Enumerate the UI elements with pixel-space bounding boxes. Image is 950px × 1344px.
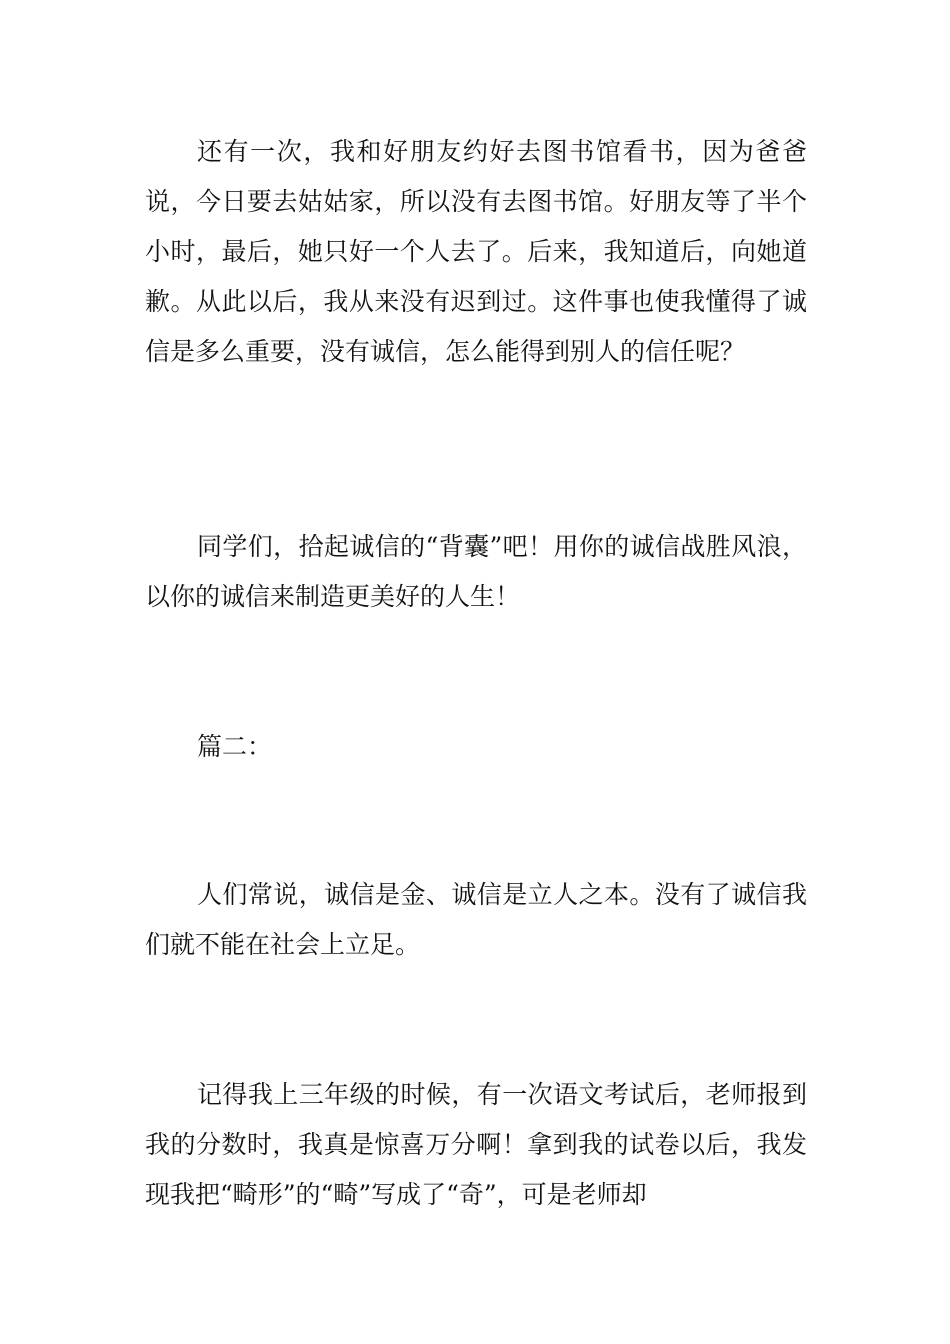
paragraph-integrity-is-gold: 人们常说，诚信是金、诚信是立人之本。没有了诚信我们就不能在社会上立足。 [145, 880, 807, 959]
paragraph-third-grade-exam: 记得我上三年级的时候，有一次语文考试后，老师报到我的分数时，我真是惊喜万分啊！拿到我的试卷以后，我发现我把“畸形”的“畸”写成了“奇”，可是老师却 [145, 1080, 807, 1209]
section-heading-part-two: 篇二： [197, 732, 273, 761]
paragraph-call-to-classmates: 同学们，拾起诚信的“背囊”吧！用你的诚信战胜风浪，以你的诚信来制造更美好的人生！ [145, 532, 807, 611]
paragraph-library-story: 还有一次，我和好朋友约好去图书馆看书，因为爸爸说，今日要去姑姑家，所以没有去图书馆。好朋友等了半个小时，最后，她只好一个人去了。后来，我知道后，向她道歉。从此以后，我从来没有迟到过。这件事也使我懂得了诚信是多么重要，没有诚信，怎么能得到别人的信任呢？ [145, 137, 807, 366]
